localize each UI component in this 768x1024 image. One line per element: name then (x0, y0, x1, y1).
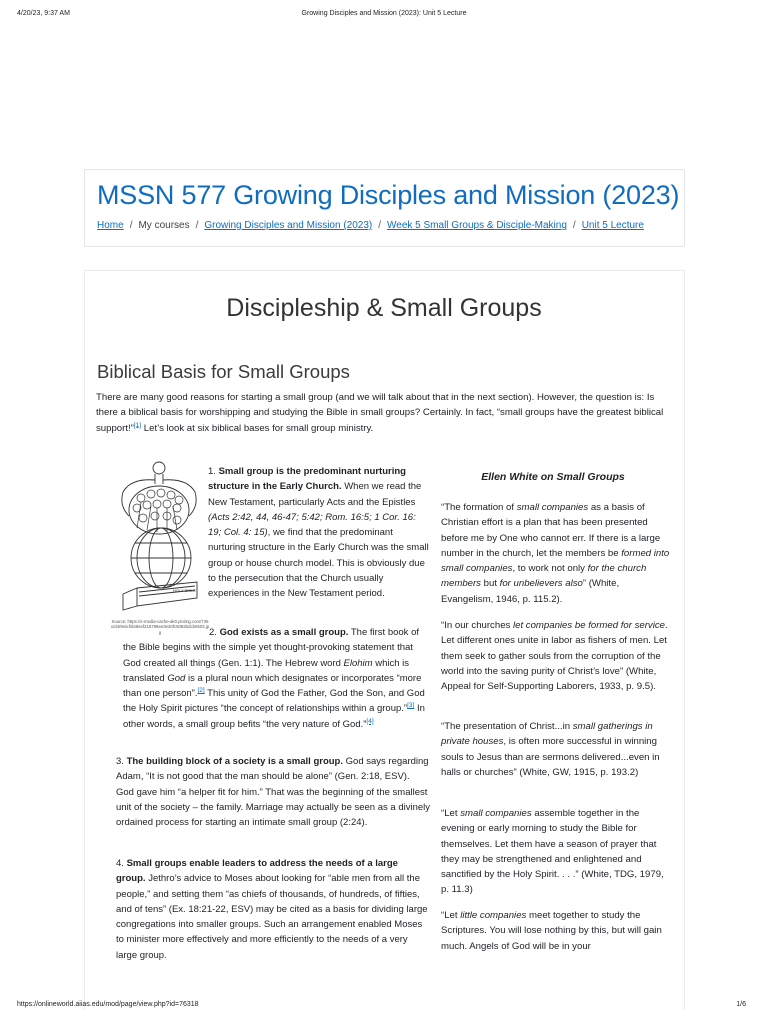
list-item: 1. Small group is the predominant nurturing structure in the Early Church. When we read the New Testament, particularly Acts and the Epistles (Acts 2:42, 44, 46-47; 5:42; Rom. 16:5; 1 Cor. 16: 19; Col. 4: 15), we find that the predominant nurturing structure in the Early Church was the small group or house church model. This is obviously due to the persecution that the Church usually experiences in the New Testament period. (208, 466, 429, 600)
breadcrumb-separator: / (195, 220, 199, 231)
quote: “In our churches let companies be formed for service. Let different ones unite in labor as fishers of men. Let them seek to gather souls from the corruption of the world into the saving purity of Christ’s love” (White, Appeal for Self-Supporting Laborers, 1933, p. 9.5). (441, 620, 668, 693)
breadcrumb-home-link[interactable]: Home (97, 220, 124, 231)
footnote-link[interactable]: [4] (366, 717, 374, 725)
breadcrumb (97, 220, 644, 231)
breadcrumb-unit-link[interactable]: Unit 5 Lecture (581, 220, 644, 231)
breadcrumb-separator: / (129, 220, 133, 231)
course-title: MSSN 577 Growing Disciples and Mission (2023) (97, 180, 680, 210)
print-url: https://onlineworld.aiias.edu/mod/page/view.php?id=76318 (17, 1001, 199, 1008)
quote: “Let little companies meet together to study the Scriptures. You will lose nothing by this, but will gain much. Angels of God will be in your (441, 910, 662, 952)
breadcrumb-week-link[interactable]: Week 5 Small Groups & Disciple-Making (387, 220, 567, 231)
breadcrumb-separator: / (378, 220, 382, 231)
footnote-link[interactable]: [1] (133, 421, 142, 429)
list-item: 4. Small groups enable leaders to address the needs of a large group. Jethro’s advice to Moses about looking for “able men from all the people,” and setting them “as chiefs of thousands, of hundreds, of fifties, and of tens” (Ex. 18:21-22, ESV) may be cited as a basis for dividing large congregations into smaller groups. Such an arrangement enabled Moses to minister more effectively and more efficiently to the needs of a very large group. (116, 858, 428, 961)
quote: “Let small companies assemble together in the evening or early morning to study the Bible for themselves. Let them have a season of prayer that they may be strengthened and enlightened and sanctified by the Holy Spirit. . . .” (White, TDG, 1979, p. 11.3) (441, 808, 664, 896)
intro-paragraph: There are many good reasons for starting a small group (and we will talk about that in the next section). However, the question is: Is there a biblical basis for worshipping and studying the Bible in small groups? Certainly. In fact, “small groups have the greatest biblical support!”[1] Let’s look at six biblical bases for small group ministry. (96, 392, 664, 434)
small-group-illustration (111, 458, 207, 618)
sidebar-title: Ellen White on Small Groups (481, 471, 625, 483)
breadcrumb-course-link[interactable]: Growing Disciples and Mission (2023) (204, 220, 373, 231)
bible-label: HOLY BIBLE (173, 588, 196, 593)
footnote-link[interactable]: [2] (197, 687, 205, 695)
quote: “The formation of small companies as a basis of Christian effort is a plan that has been presented before me by One who cannot err. If there is a large number in the church, let the members be formed into small companies, to work not only for the church members but for unbelievers also” (White, Evangelism, 1946, p. 115.2). (441, 502, 670, 605)
section-heading: Biblical Basis for Small Groups (97, 361, 350, 382)
list-item: 3. The building block of a society is a small group. God says regarding Adam, “It is not good that the man should be alone” (Gen. 2:18, ESV). God gave him “a helper fit for him.” That was the beginning of the smallest unit of the society – the family. Marriage may actually be seen as a divinely ordained process for starting an intimate small group (2:24). (116, 756, 431, 829)
image-source-caption: Source: https://s-media-cache-ak0.pinimg.com/736x/d4/9e/ef/d49eef216799ee3e20fc5082bdcb0503.jpg (110, 619, 210, 635)
page-heading: Discipleship & Small Groups (226, 294, 542, 322)
breadcrumb-my-courses: My courses (138, 220, 190, 231)
quote: “The presentation of Christ...in small gatherings in private houses, is often more successful in winning souls to Jesus than are sermons delivered...even in halls or churches” (White, GW, 1915, p. 193.2) (441, 721, 660, 778)
breadcrumb-separator: / (572, 220, 576, 231)
course-header (84, 169, 685, 247)
print-page-number: 1/6 (736, 1001, 746, 1008)
footnote-link[interactable]: [3] (407, 702, 415, 710)
list-item: 2. God exists as a small group. The first book of the Bible begins with the simple yet thought-provoking statement that God created all things (Gen. 1:1). The Hebrew word Elohim which is translated God is a plural noun which designates or incorporates “more than one person”.[2] This unity of God the Father, God the Son, and God the Holy Spirit pictures “the concept of relationships within a group.”[3] In other words, a small group befits “the very nature of God.”[4] (123, 627, 425, 730)
print-timestamp: 4/20/23, 9:37 AM (17, 10, 70, 17)
print-title: Growing Disciples and Mission (2023): Unit 5 Lecture (301, 10, 467, 17)
